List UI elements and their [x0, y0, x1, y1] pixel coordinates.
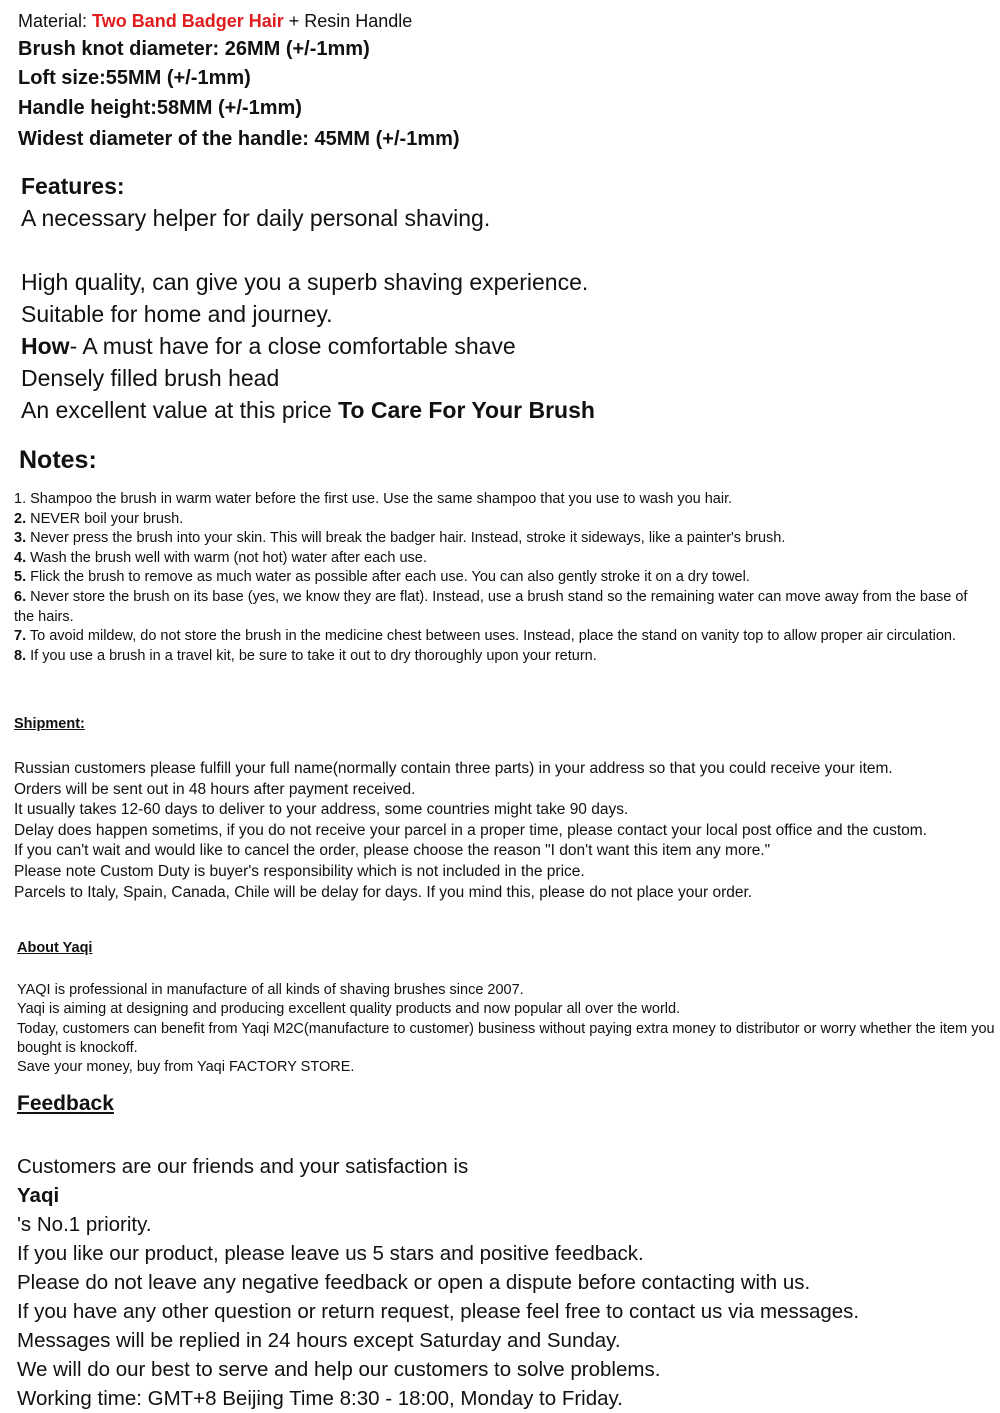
note-item: [14, 627, 984, 647]
feedback-line-2: If you like our product, please leave us 5 stars and positive feedback.: [17, 1242, 644, 1265]
note-item: [14, 529, 984, 549]
note-number: 3.: [14, 530, 27, 547]
about-list: [17, 981, 997, 1077]
about-line: Save your money, buy from Yaqi FACTORY STORE.: [17, 1059, 355, 1076]
note-text: If you use a brush in a travel kit, be sure to take it out to dry thoroughly upon your return.: [26, 647, 597, 664]
feature-line-2: High quality, can give you a superb shaving experience.: [21, 269, 589, 295]
shipment-line: If you can't wait and would like to cancel the order, please choose the reason "I don't want this item any more.": [14, 842, 771, 860]
features-title: Features:: [21, 173, 125, 199]
notes-list: [14, 490, 984, 666]
shipment-line: Orders will be sent out in 48 hours after payment received.: [14, 780, 416, 798]
note-number: 2.: [14, 510, 27, 527]
feedback-line-1-post: 's No.1 priority.: [17, 1213, 152, 1236]
feedback-line-1-pre: Customers are our friends and your satisfaction is: [17, 1155, 469, 1178]
note-text: Never press the brush into your skin. This will break the badger hair. Instead, stroke it sideways, like a painter's brush.: [26, 530, 786, 547]
care-heading: To Care For Your Brush: [338, 397, 595, 423]
feature-line-6: [21, 397, 595, 424]
note-text: Never store the brush on its base (yes, we know they are flat). Instead, use a brush stand so the remaining water can move away from the base of the hairs.: [14, 588, 968, 625]
shipment-line: Russian customers please fulfill your full name(normally contain three parts) in your address so that you could receive your item.: [14, 760, 893, 777]
feedback-list: [17, 1152, 992, 1413]
shipment-list: [14, 759, 989, 903]
feedback-line-4: If you have any other question or return request, please feel free to contact us via messages.: [17, 1300, 860, 1323]
feedback-line-5: Messages will be replied in 24 hours except Saturday and Sunday.: [17, 1329, 621, 1352]
feedback-line-3: Please do not leave any negative feedback or open a dispute before contacting with us.: [17, 1271, 811, 1294]
note-number: 4.: [14, 549, 27, 566]
note-text: To avoid mildew, do not store the brush in the medicine chest between uses. Instead, place the stand on vanity top to allow proper air circulation.: [26, 628, 956, 645]
note-item: [14, 568, 984, 588]
about-line: YAQI is professional in manufacture of all kinds of shaving brushes since 2007.: [17, 982, 524, 998]
feedback-line-7: Working time: GMT+8 Beijing Time 8:30 - 18:00, Monday to Friday.: [17, 1387, 623, 1410]
feedback-line-1: [17, 1152, 992, 1239]
note-item: [14, 588, 984, 627]
shipment-line: It usually takes 12-60 days to deliver to your address, some countries might take 90 days.: [14, 801, 629, 819]
note-item: [14, 490, 984, 510]
shipment-line: Delay does happen sometims, if you do not receive your parcel in a proper time, please contact your local post office and the custom.: [14, 821, 927, 839]
spec-loft-size: Loft size:55MM (+/-1mm): [18, 67, 251, 89]
feedback-title: Feedback: [17, 1092, 114, 1115]
note-text: Flick the brush to remove as much water as possible after each use. You can also gently stroke it on a dry towel.: [26, 569, 750, 586]
shipment-title: Shipment:: [14, 716, 85, 732]
feature-line-5: Densely filled brush head: [21, 365, 280, 391]
note-text: NEVER boil your brush.: [26, 510, 184, 527]
feature-line-1: A necessary helper for daily personal shaving.: [21, 205, 491, 231]
note-number: 1.: [14, 491, 27, 507]
note-item: [14, 647, 984, 667]
feature-how-label: How: [21, 333, 70, 359]
material-label: Material:: [18, 11, 93, 31]
about-line: Yaqi is aiming at designing and producing excellent quality products and now popular all over the world.: [17, 1001, 681, 1018]
note-number: 5.: [14, 569, 27, 586]
feature-line-3: Suitable for home and journey.: [21, 301, 333, 327]
spec-knot-diameter: Brush knot diameter: 26MM (+/-1mm): [18, 38, 370, 60]
material-value: Two Band Badger Hair: [92, 11, 284, 31]
shipment-line: Parcels to Italy, Spain, Canada, Chile will be delay for days. If you mind this, please do not place your order.: [14, 883, 753, 901]
feature-how-text: - A must have for a close comfortable shave: [69, 333, 516, 359]
about-title: About Yaqi: [17, 940, 93, 956]
brand-name: Yaqi: [17, 1184, 60, 1207]
shipment-line: Please note Custom Duty is buyer's responsibility which is not included in the price.: [14, 862, 585, 880]
feedback-line-6: We will do our best to serve and help our customers to solve problems.: [17, 1358, 661, 1381]
feature-line-4: [21, 333, 516, 360]
about-line: Today, customers can benefit from Yaqi M2C(manufacture to customer) business without paying extra money to distributor or worry whether the item you bought is knockoff.: [17, 1020, 995, 1056]
note-number: 7.: [14, 628, 27, 645]
material-line: [18, 11, 412, 32]
spec-handle-diameter: Widest diameter of the handle: 45MM (+/-1mm): [18, 128, 460, 150]
spec-handle-height: Handle height:58MM (+/-1mm): [18, 97, 302, 119]
note-text: Shampoo the brush in warm water before the first use. Use the same shampoo that you use to wash you hair.: [26, 491, 733, 507]
note-number: 8.: [14, 647, 27, 664]
notes-title: Notes:: [19, 446, 97, 474]
note-number: 6.: [14, 588, 27, 605]
feature-value-text: An excellent value at this price: [21, 397, 339, 423]
note-text: Wash the brush well with warm (not hot) water after each use.: [26, 549, 427, 566]
note-item: [14, 549, 984, 569]
material-suffix: + Resin Handle: [283, 11, 413, 31]
note-item: [14, 510, 984, 530]
